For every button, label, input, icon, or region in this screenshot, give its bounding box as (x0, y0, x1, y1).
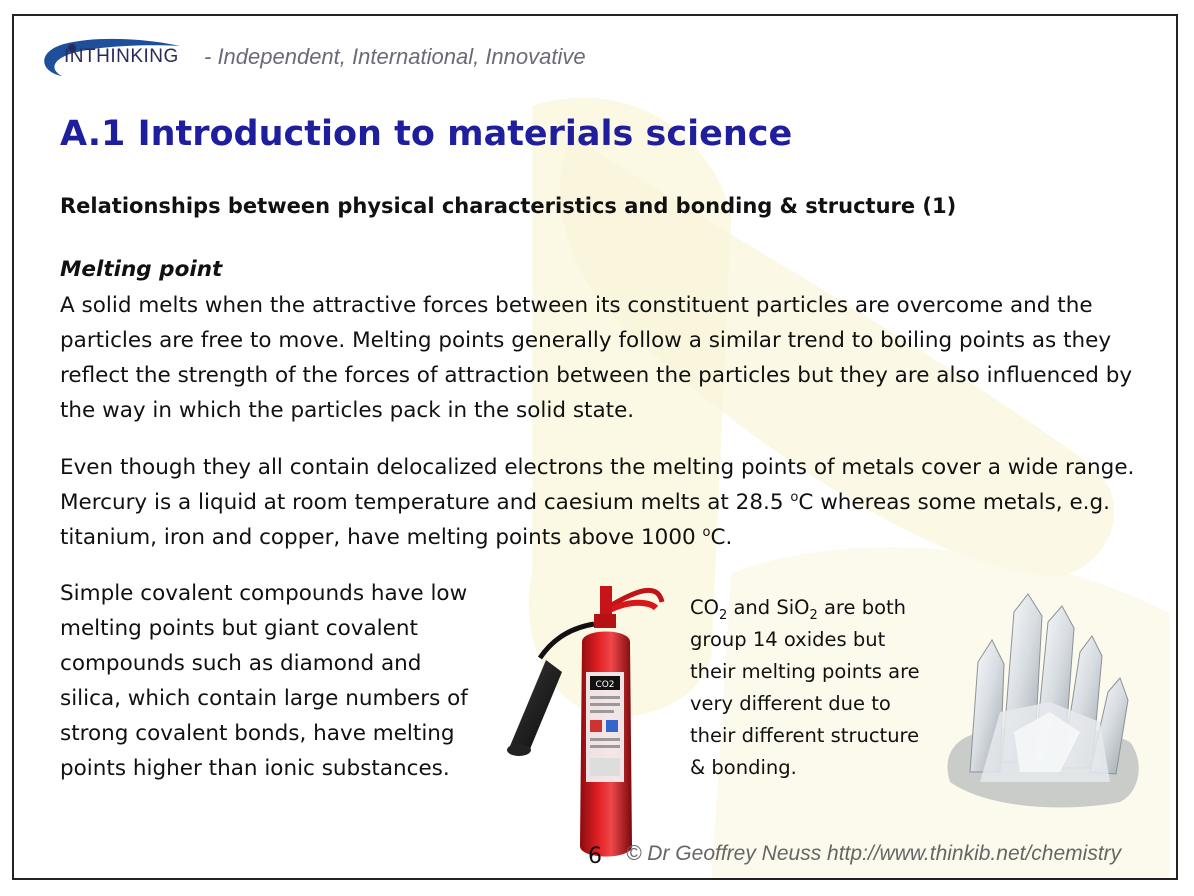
caption-co: CO (690, 596, 719, 619)
page-title: A.1 Introduction to materials science (60, 114, 793, 154)
metals-text-1: Even though they all contain delocalized electrons the melting points of metals cover a wide range. Mercury is a liquid at room temperature and caesium melts at 28.5 (60, 455, 1135, 515)
tagline: - Independent, International, Innovative (204, 44, 586, 69)
section-subtitle: Relationships between physical characteristics and bonding & structure (1) (60, 194, 957, 218)
page-number: 6 (588, 844, 602, 869)
co2-sio2-caption (690, 592, 930, 784)
inthinking-logo (34, 32, 594, 82)
caption-rest: are both group 14 oxides but their melting points are very different due to their different structure & bonding. (690, 596, 920, 779)
caption-sub-2: 2 (809, 607, 818, 623)
caption-sub-1: 2 (718, 607, 728, 623)
metals-text-3: C. (710, 525, 733, 550)
logo-text: INTHINKING (64, 46, 179, 67)
paragraph-metals (60, 450, 1170, 555)
paragraph-covalent: Simple covalent compounds have low melting points but giant covalent compounds such as diamond and silica, which contain large numbers of strong covalent bonds, have melting points higher than ionic substances. (60, 581, 468, 781)
slide (12, 14, 1178, 880)
co2-extinguisher-image (490, 568, 700, 868)
extinguisher-label: CO2 (595, 680, 615, 690)
quartz-crystal-image (930, 582, 1150, 812)
caption-sio: and SiO (727, 596, 810, 619)
copyright-footer: © Dr Geoffrey Neuss http://www.thinkib.net/chemistry (626, 842, 1122, 865)
metals-text-2: C whereas some metals, e.g. titanium, iron and copper, have melting points above 1000 (60, 490, 1110, 550)
degree-sup-2: o (702, 524, 711, 540)
melting-point-heading: Melting point (60, 257, 223, 282)
degree-sup-1: o (790, 489, 799, 505)
paragraph-melting-intro: A solid melts when the attractive forces between its constituent particles are overcome and the particles are free to move. Melting points generally follow a similar trend to boiling points as they reflect the strength of the forces of attraction between the particles but they are also influenced by the way in which the particles pack in the solid state. (60, 293, 1133, 423)
